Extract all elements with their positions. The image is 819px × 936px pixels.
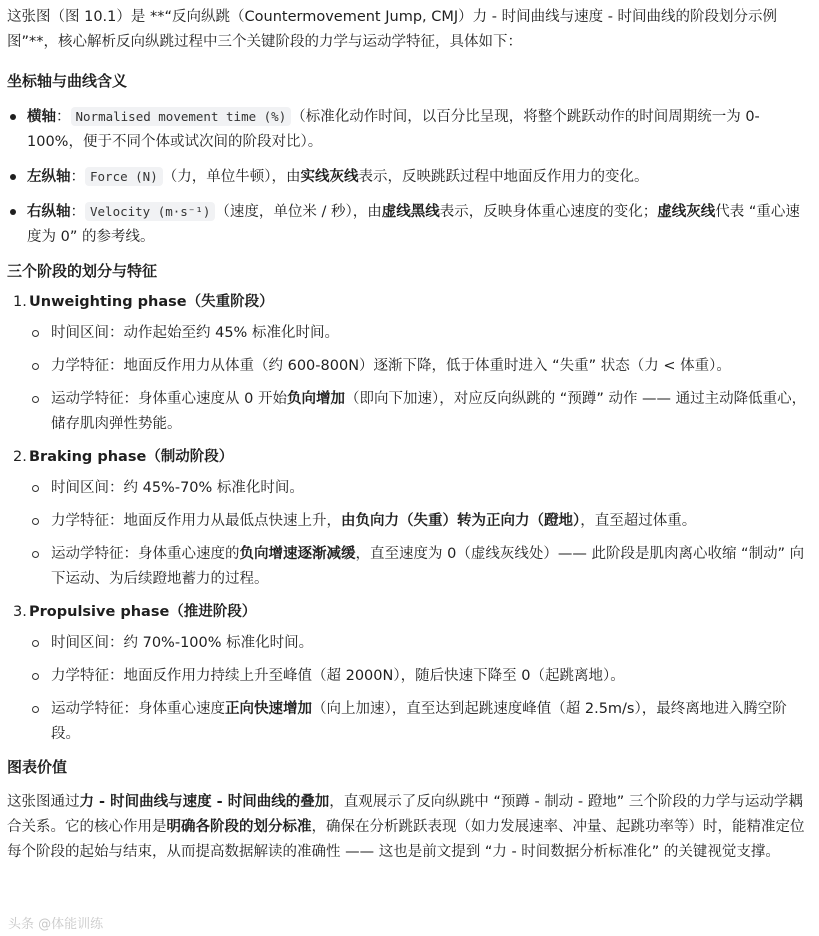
phase-force-bold: 由负向力（失重）转为正向力（蹬地）: [341, 513, 581, 529]
phase-force: 力学特征：地面反作用力持续上升至峰值（超 2000N），随后快速下降至 0（起跳离地）。: [29, 664, 807, 689]
axes-heading: 坐标轴与曲线含义: [7, 72, 128, 90]
phase-time: 时间区间：约 70%-100% 标准化时间。: [29, 631, 807, 656]
phase-item-unweighting: [7, 290, 807, 437]
axis-yr-bold-2: 虚线灰线: [657, 204, 716, 220]
axis-x-code: Normalised movement time (%): [71, 107, 292, 126]
axis-yl-desc-1: （力，单位牛顿），由: [162, 169, 301, 185]
phase-title: Braking phase（制动阶段）: [29, 449, 234, 465]
axis-yr-bold-1: 虚线黑线: [381, 204, 440, 220]
axis-yr-desc-2: 表示，反映身体重心速度的变化；: [439, 204, 658, 220]
axis-yl-colon: ：: [70, 169, 85, 185]
phase-time: 时间区间：约 45%-70% 标准化时间。: [29, 476, 807, 501]
closing-text-1: 这张图通过: [7, 794, 80, 810]
phase-kin-bold: 正向快速增加: [225, 701, 312, 717]
axis-yr-desc-3: 代表 “重心速度为 0” 的参考线。: [27, 204, 800, 245]
closing-bold-1: 力 - 时间曲线与速度 - 时间曲线的叠加: [79, 794, 330, 810]
phase-kin-bold: 负向增加: [286, 391, 345, 407]
closing-text-3: ，确保在分析跳跃表现（如力发展速率、冲量、起跳功率等）时，能精准定位每个阶段的起始与结束，从而提高数据解读的准确性 —— 这也是前文提到 “力 - 时间数据分析标准化” 的关键视觉支撑。: [7, 819, 805, 860]
phase-force-text-c: ，直至超过体重。: [580, 513, 697, 529]
axis-yr-colon: ：: [70, 204, 85, 220]
axis-x-desc: （标准化动作时间，以百分比呈现，将整个跳跃动作的时间周期统一为 0-100%，便于不同个体或试次间的阶段对比）。: [27, 109, 760, 150]
phase-kin-text-a: 运动学特征：身体重心速度的: [51, 546, 240, 562]
phase-item-propulsive: [7, 600, 807, 747]
phase-number: 3.: [13, 604, 27, 620]
phase-item-braking: [7, 445, 807, 592]
axis-yr-label: 右纵轴: [27, 204, 71, 220]
axis-yl-code: Force (N): [85, 167, 163, 186]
phase-details: [29, 631, 807, 747]
phase-details: [29, 476, 807, 592]
axis-x-colon: ：: [56, 109, 71, 125]
closing-bold-2: 明确各阶段的划分标准: [166, 819, 312, 835]
axis-yl-bold: 实线灰线: [300, 169, 359, 185]
axis-yr-desc-1: （速度，单位米 / 秒），由: [215, 204, 382, 220]
watermark: 头条 @体能训练: [8, 917, 104, 932]
axis-yr-code: Velocity (m·s⁻¹): [85, 202, 215, 221]
axis-x-item: [7, 104, 807, 155]
phase-kin-text-c: （即向下加速），对应反向纵跳的 “预蹲” 动作 —— 通过主动降低重心，储存肌肉弹性势能。: [51, 391, 807, 432]
phase-number: 2.: [13, 449, 27, 465]
phase-title: Propulsive phase（推进阶段）: [29, 604, 257, 620]
phase-kin-text-a: 运动学特征：身体重心速度从 0 开始: [51, 391, 287, 407]
document-body: [7, 0, 807, 865]
phase-kin-bold: 负向增速逐渐减缓: [239, 546, 356, 562]
phase-kin-text-c: （向上加速），直至达到起跳速度峰值（超 2.5m/s），最终离地进入腾空阶段。: [51, 701, 787, 742]
axis-yr-item: [7, 199, 807, 250]
phase-kinematics: [29, 697, 807, 747]
phase-title: Unweighting phase（失重阶段）: [29, 294, 274, 310]
intro-text: 这张图（图 10.1）是 **“反向纵跳（Countermovement Jump, CMJ）力 - 时间曲线与速度 - 时间曲线的阶段划分示例图”**，核心解析反向纵跳过程中三个关键阶段的力学与运动学特征，具体如下：: [7, 9, 778, 50]
phase-force: 力学特征：地面反作用力从体重（约 600-800N）逐渐下降，低于体重时进入 “失重” 状态（力 < 体重）。: [29, 354, 807, 379]
phases-list: [7, 290, 807, 747]
axis-yl-label: 左纵轴: [27, 169, 71, 185]
closing-paragraph: [7, 790, 807, 865]
phase-number: 1.: [13, 294, 27, 310]
phase-time: 时间区间：动作起始至约 45% 标准化时间。: [29, 321, 807, 346]
phase-kin-text-c: ，直至速度为 0（虚线灰线处）—— 此阶段是肌肉离心收缩 “制动” 向下运动、为后续蹬地蓄力的过程。: [51, 546, 805, 587]
axis-yl-desc-2: 表示，反映跳跃过程中地面反作用力的变化。: [358, 169, 649, 185]
phase-kin-text-a: 运动学特征：身体重心速度: [51, 701, 225, 717]
axis-x-label: 横轴: [27, 109, 56, 125]
closing-text-2: ，直观展示了反向纵跳中 “预蹲 - 制动 - 蹬地” 三个阶段的力学与运动学耦合关系。它的核心作用是: [7, 794, 803, 835]
axis-yl-item: [7, 164, 807, 190]
phase-force: [29, 509, 807, 534]
intro-paragraph: [7, 0, 807, 55]
value-heading: 图表价值: [7, 758, 68, 776]
phase-kinematics: [29, 387, 807, 437]
phases-heading: 三个阶段的划分与特征: [7, 262, 158, 280]
phase-force-text-a: 力学特征：地面反作用力从最低点快速上升，: [51, 513, 341, 529]
axes-list: [7, 104, 807, 250]
phase-details: [29, 321, 807, 437]
phase-kinematics: [29, 542, 807, 592]
